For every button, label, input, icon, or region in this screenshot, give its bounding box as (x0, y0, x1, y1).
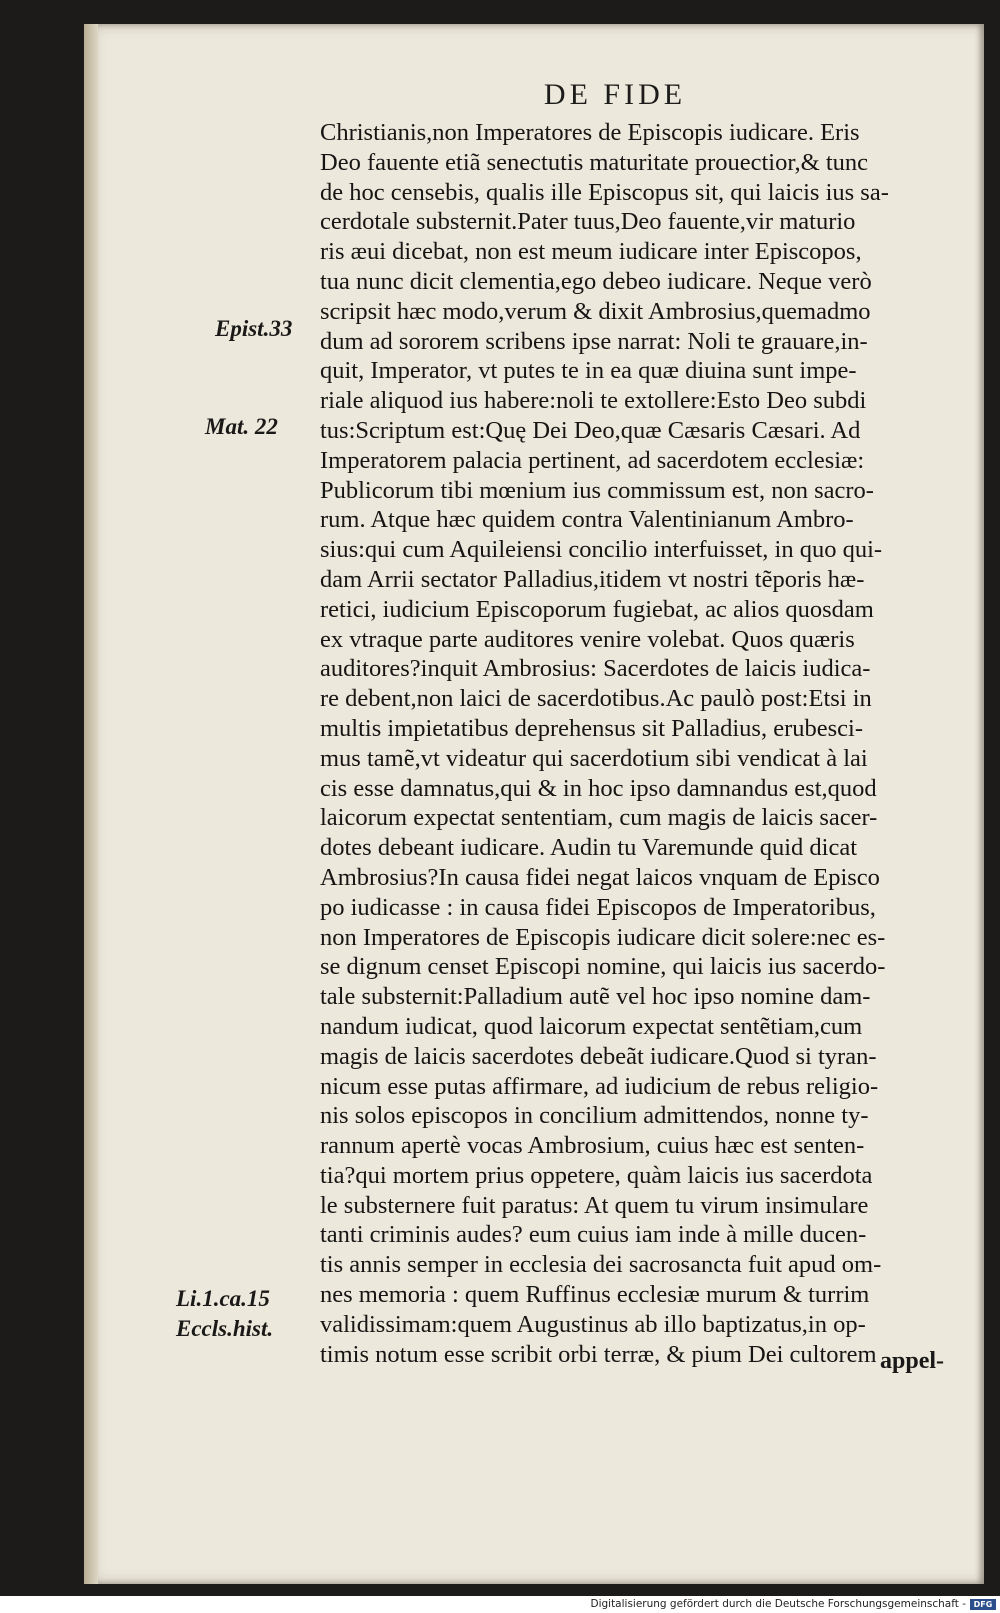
text-line: sius:qui cum Aquileiensi concilio interfuisset, in quo qui- (320, 536, 883, 564)
dfg-logo: DFG (970, 1599, 996, 1610)
body-text (320, 118, 970, 1369)
text-line: Christianis,non Imperatores de Episcopis iudicare. Eris (320, 119, 860, 146)
margin-note-epist: Epist.33 (215, 316, 293, 341)
text-line: nes memoria : quem Ruffinus ecclesiæ murum & turrim (320, 1281, 870, 1309)
text-line: auditores?inquit Ambrosius: Sacerdotes de laicis iudica- (320, 655, 871, 683)
text-line: validissimam:quem Augustinus ab illo baptizatus,in op- (320, 1310, 866, 1338)
page-gutter (84, 24, 98, 1584)
text-line: tanti criminis audes? eum cuius iam inde à mille ducen- (320, 1221, 867, 1249)
text-line: quit, Imperator, vt putes te in ea quæ diuina sunt impe- (320, 357, 857, 385)
text-line: le substernere fuit paratus: At quem tu virum insimulare (320, 1191, 869, 1219)
text-line: tis annis semper in ecclesia dei sacrosancta fuit apud om- (320, 1251, 882, 1279)
text-line: po iudicasse : in causa fidei Episcopos de Imperatoribus, (320, 893, 876, 921)
text-line: de hoc censebis, qualis ille Episcopus sit, qui laicis ius sa- (320, 178, 889, 206)
text-line: magis de laicis sacerdotes debeãt iudicare.Quod si tyran- (320, 1042, 877, 1070)
text-line: ex vtraque parte auditores venire volebat. Quos quæris (320, 625, 855, 653)
text-line: tia?qui mortem prius oppetere, quàm laicis ius sacerdota (320, 1161, 873, 1189)
text-line: nicum esse putas affirmare, ad iudicium de rebus religio- (320, 1072, 879, 1100)
text-line: non Imperatores de Episcopis iudicare dicit solere:nec es- (320, 923, 886, 951)
running-heading: DE FIDE (543, 78, 687, 111)
text-line: rannum apertè vocas Ambrosium, cuius hæc est senten- (320, 1132, 865, 1160)
text-line: rum. Atque hæc quidem contra Valentinianum Ambro- (320, 506, 854, 534)
text-line: nandum iudicat, quod laicorum expectat sentẽtiam,cum (320, 1012, 863, 1040)
catchword: appel- (880, 1348, 945, 1374)
digitization-credit: Digitalisierung gefördert durch die Deutsche Forschungsgemeinschaft - (0, 1596, 1000, 1613)
text-line: Deo fauente etiã senectutis maturitate prouectior,& tunc (320, 148, 869, 176)
text-line: mus tamẽ,vt videatur qui sacerdotium sibi vendicat à lai (320, 744, 868, 772)
text-line: cis esse damnatus,qui & in hoc ipso damnandus est,quod (320, 774, 877, 802)
text-line: timis notum esse scribit orbi terræ, & pium Dei cultorem (320, 1340, 877, 1368)
text-line: scripsit hæc modo,verum & dixit Ambrosius,quemadmo (320, 297, 871, 325)
text-line: tus:Scriptum est:Quę Dei Deo,quæ Cæsaris Cæsari. Ad (320, 416, 861, 444)
text-line: re debent,non laici de sacerdotibus.Ac paulò post:Etsi in (320, 685, 872, 713)
text-line: se dignum censet Episcopi nomine, qui laicis ius sacerdo- (320, 953, 886, 981)
text-line: laicorum expectat sententiam, cum magis de laicis sacer- (320, 804, 878, 832)
text-line: dam Arrii sectator Palladius,itidem vt nostri tẽporis hæ- (320, 565, 865, 593)
text-line: dotes debeant iudicare. Audin tu Varemunde quid dicat (320, 834, 858, 862)
margin-note-eccl: Eccls.hist. (176, 1316, 274, 1341)
text-line: dum ad sororem scribens ipse narrat: Noli te grauare,in- (320, 327, 868, 355)
text-line: ris æui dicebat, non est meum iudicare inter Episcopos, (320, 238, 862, 266)
margin-note-lib: Li.1.ca.15 (176, 1286, 270, 1311)
text-line: tua nunc dicit clementia,ego debeo iudicare. Neque verò (320, 267, 872, 295)
text-line: Publicorum tibi mœnium ius commissum est, non sacro- (320, 476, 874, 504)
text-line: multis impietatibus deprehensus sit Palladius, erubesci- (320, 714, 863, 742)
text-line: nis solos episcopos in concilium admittendos, nonne ty- (320, 1102, 869, 1130)
text-line: cerdotale substernit.Pater tuus,Deo fauente,vir maturio (320, 208, 856, 236)
text-line: retici, iudicium Episcoporum fugiebat, ac alios quosdam (320, 595, 874, 623)
text-line: Imperatorem palacia pertinent, ad sacerdotem ecclesiæ: (320, 446, 865, 474)
margin-note-mat: Mat. 22 (205, 414, 278, 439)
text-line: Ambrosius?In causa fidei negat laicos vnquam de Episco (320, 863, 880, 891)
text-line: riale aliquod ius habere:noli te extollere:Esto Deo subdi (320, 387, 867, 415)
text-line: tale substernit:Palladium autẽ vel hoc ipso nomine dam- (320, 983, 871, 1011)
